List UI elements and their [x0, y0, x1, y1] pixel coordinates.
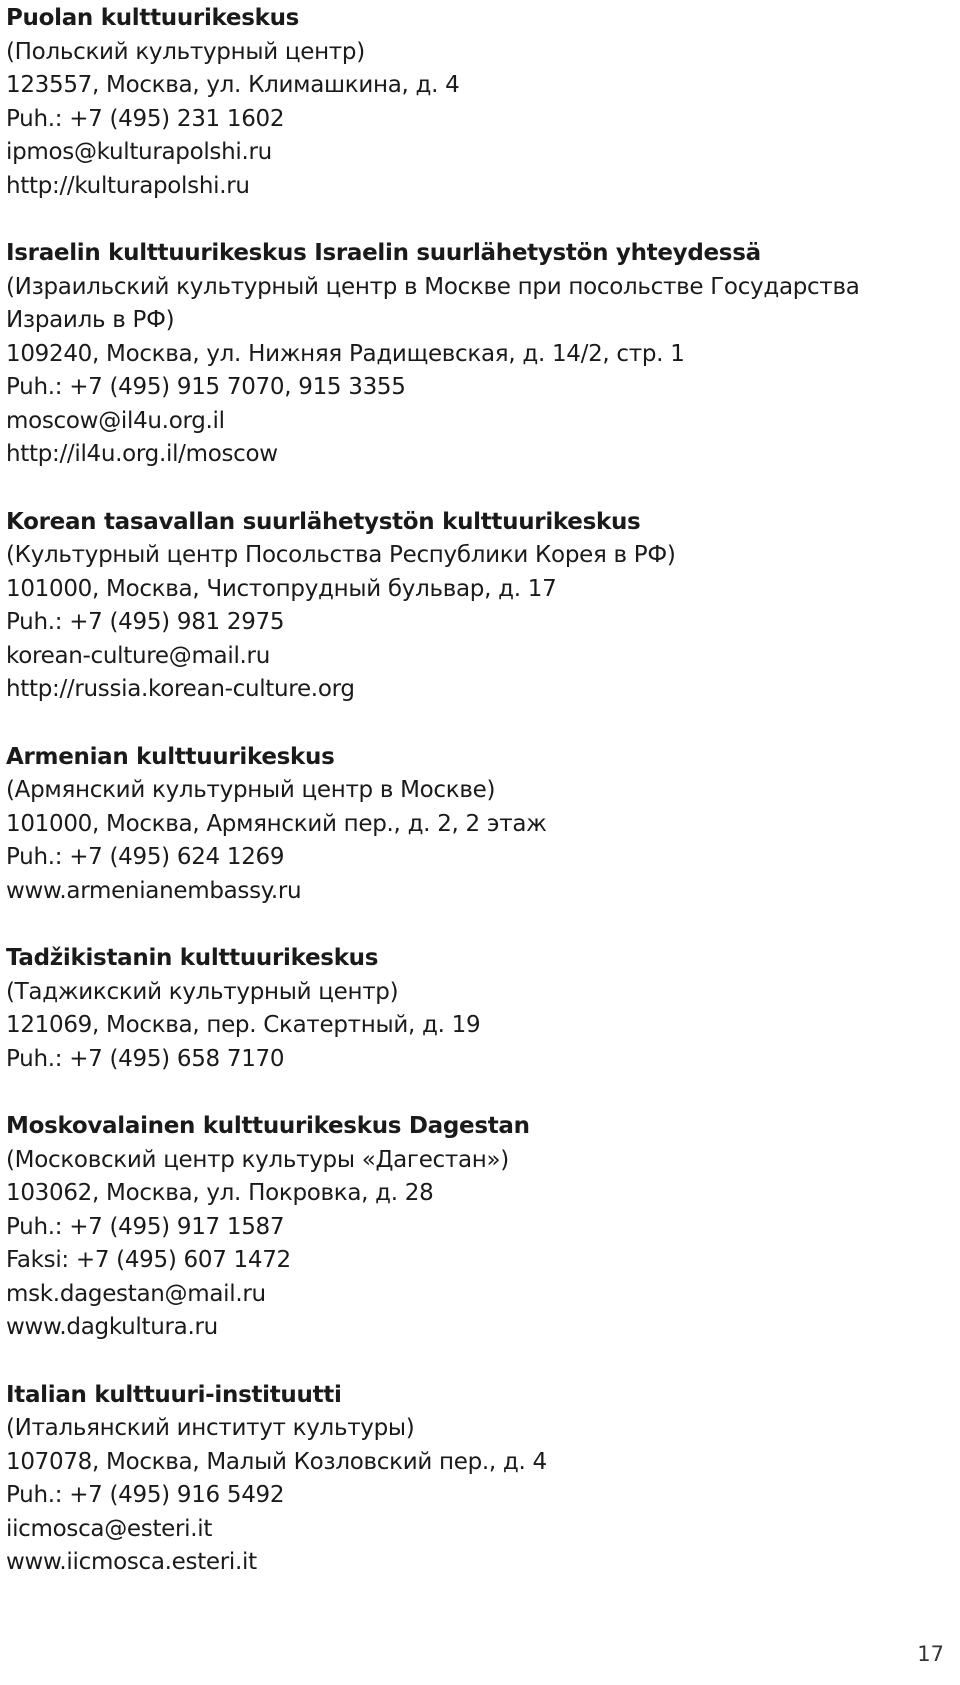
entry-tajikistan-center [6, 942, 946, 1076]
entry-line: http://il4u.org.il/moscow [6, 441, 278, 467]
entry-line: www.iicmosca.esteri.it [6, 1549, 257, 1575]
entry-title: Korean tasavallan suurlähetystön kulttuurikeskus [6, 508, 641, 535]
entry-line: (Культурный центр Посольства Республики Корея в РФ) [6, 542, 676, 568]
entry-line: msk.dagestan@mail.ru [6, 1280, 266, 1307]
entry-line: 103062, Москва, ул. Покровка, д. 28 [6, 1180, 434, 1206]
entry-line: iicmosca@esteri.it [6, 1515, 213, 1542]
entry-line: (Московский центр культуры «Дагестан») [6, 1146, 509, 1173]
entry-title: Israelin kulttuurikeskus Israelin suurlähetystön yhteydessä [6, 240, 761, 266]
entry-title: Puolan kulttuurikeskus [6, 5, 300, 31]
entry-line: Puh.: +7 (495) 624 1269 [6, 844, 285, 870]
entry-title: Armenian kulttuurikeskus [6, 743, 335, 770]
entry-line: Puh.: +7 (495) 658 7170 [6, 1045, 285, 1072]
entry-line: 101000, Москва, Армянский пер., д. 2, 2 этаж [6, 810, 547, 837]
entry-line: ipmos@kulturapolshi.ru [6, 139, 272, 165]
entry-line: 123557, Москва, ул. Климашкина, д. 4 [6, 72, 460, 98]
entry-korea-center [6, 506, 946, 707]
entry-line: 121069, Москва, пер. Скатертный, д. 19 [6, 1012, 481, 1038]
entry-line: Puh.: +7 (495) 916 5492 [6, 1482, 285, 1508]
page-number: 17 [917, 1642, 944, 1666]
entry-title: Italian kulttuuri-instituutti [6, 1381, 342, 1408]
entry-title: Tadžikistanin kulttuurikeskus [6, 945, 379, 971]
entry-polish-center [6, 2, 946, 203]
entry-line: (Польский культурный центр) [6, 38, 365, 65]
entry-line: moscow@il4u.org.il [6, 407, 225, 434]
entry-line: www.dagkultura.ru [6, 1314, 218, 1340]
entry-israel-center [6, 237, 946, 472]
entry-line: (Израильский культурный центр в Москве при посольстве Государства [6, 273, 860, 300]
entry-line: Puh.: +7 (495) 981 2975 [6, 609, 285, 635]
entry-line: www.armenianembassy.ru [6, 877, 302, 904]
entry-line: Faksi: +7 (495) 607 1472 [6, 1247, 291, 1273]
entry-title: Moskovalainen kulttuurikeskus Dagestan [6, 1113, 530, 1139]
document-body [6, 2, 946, 1614]
entry-line: (Итальянский институт культуры) [6, 1415, 415, 1441]
entry-line: Израиль в РФ) [6, 307, 175, 333]
entry-line: http://kulturapolshi.ru [6, 172, 250, 199]
entry-line: 107078, Москва, Малый Козловский пер., д. 4 [6, 1448, 547, 1475]
entry-line: Puh.: +7 (495) 231 1602 [6, 105, 285, 132]
entry-italy-institute [6, 1379, 946, 1580]
entry-line: (Таджикский культурный центр) [6, 978, 399, 1005]
entry-line: (Армянский культурный центр в Москве) [6, 777, 496, 803]
entry-line: http://russia.korean-culture.org [6, 676, 355, 702]
entry-dagestan-center [6, 1110, 946, 1345]
entry-armenia-center [6, 741, 946, 909]
entry-line: 109240, Москва, ул. Нижняя Радищевская, д. 14/2, стр. 1 [6, 340, 685, 367]
entry-line: Puh.: +7 (495) 917 1587 [6, 1213, 285, 1240]
entry-line: Puh.: +7 (495) 915 7070, 915 3355 [6, 374, 406, 400]
entry-line: 101000, Москва, Чистопрудный бульвар, д. 17 [6, 575, 557, 602]
entry-line: korean-culture@mail.ru [6, 642, 270, 669]
